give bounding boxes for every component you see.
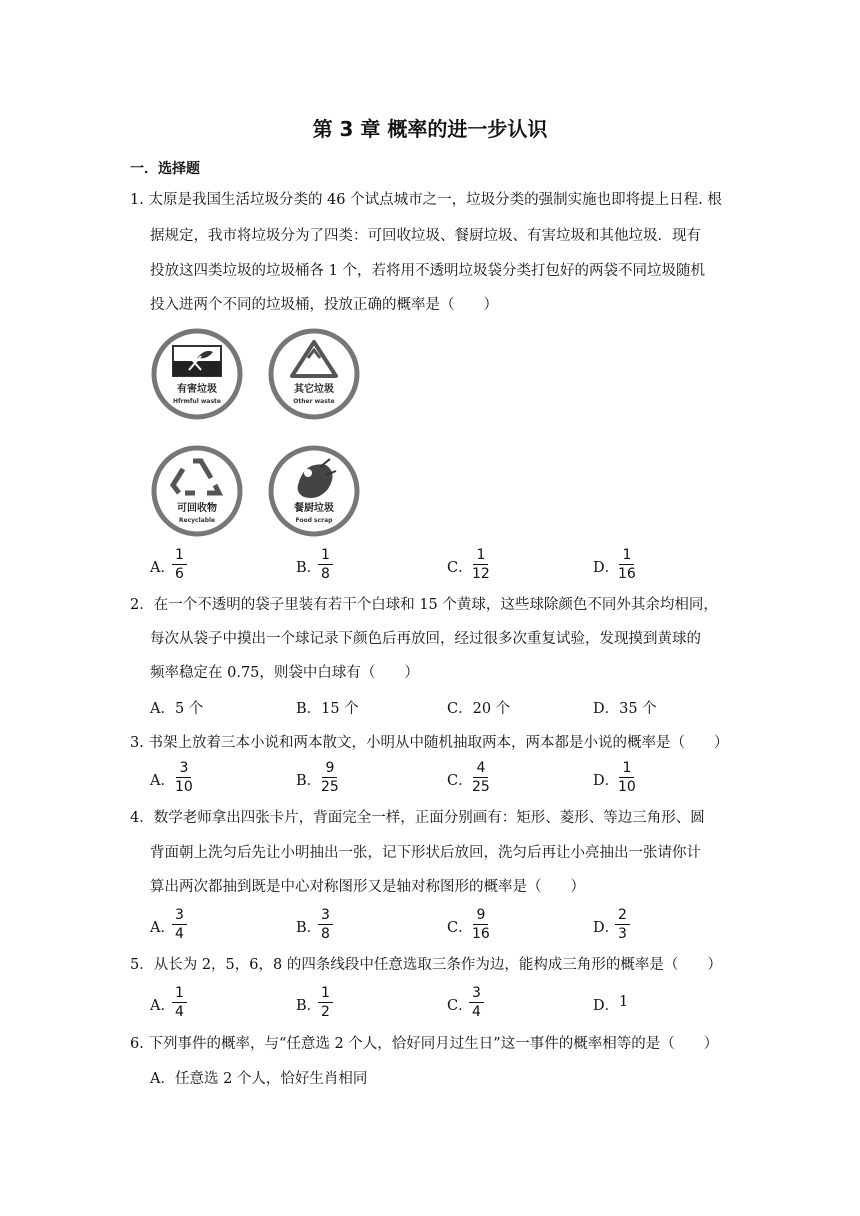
question-text-line: 背面朝上洗匀后先让小明抽出一张，记下形状后放回，洗匀后再让小亮抽出一张请你计 bbox=[150, 845, 701, 861]
option-c-label: C． bbox=[447, 773, 473, 789]
logo-en-label: Hfrmful waste bbox=[173, 398, 221, 405]
option-b-label: B． bbox=[296, 560, 322, 576]
denominator: 2 bbox=[321, 1004, 330, 1020]
option-c-fraction bbox=[469, 547, 493, 582]
option-a-label: A． bbox=[150, 998, 175, 1014]
denominator: 4 bbox=[175, 926, 184, 942]
denominator: 6 bbox=[175, 566, 184, 582]
option-a-fraction bbox=[172, 760, 196, 795]
numerator: 1 bbox=[172, 547, 187, 565]
food-scrap-icon bbox=[268, 445, 360, 537]
hazardous-waste-icon bbox=[151, 328, 243, 420]
question-text-line: 每次从袋子中摸出一个球记录下颜色后再放回，经过很多次重复试验，发现摸到黄球的 bbox=[150, 631, 701, 647]
logo-en-label: Recyclable bbox=[178, 517, 216, 524]
option-a-label: A． bbox=[150, 920, 175, 936]
question-text-line: 6. 下列事件的概率，与“任意选 2 个人，恰好同月过生日”这一事件的概率相等的是（ ） bbox=[130, 1036, 719, 1052]
option-d-value: 1 bbox=[619, 994, 629, 1010]
question-text-line: 3. 书架上放着三本小说和两本散文，小明从中随机抽取两本，两本都是小说的概率是（ ） bbox=[130, 735, 729, 751]
option-a-label: A． bbox=[150, 773, 175, 789]
denominator: 10 bbox=[618, 779, 636, 795]
option-d-label: D． bbox=[593, 773, 620, 789]
question-text-line: 算出两次都抽到既是中心对称图形又是轴对称图形的概率是（ ） bbox=[150, 879, 585, 895]
numerator: 1 bbox=[318, 985, 333, 1003]
denominator: 8 bbox=[321, 926, 330, 942]
numerator: 9 bbox=[473, 907, 488, 925]
numerator: 3 bbox=[172, 907, 187, 925]
numerator: 9 bbox=[322, 760, 337, 778]
numerator: 2 bbox=[615, 907, 630, 925]
option-c: C．20 个 bbox=[447, 701, 511, 717]
question-text-line: 5．从长为 2，5，6，8 的四条线段中任意选取三条作为边，能构成三角形的概率是（ ） bbox=[130, 957, 722, 973]
option-b-fraction bbox=[318, 760, 342, 795]
option-d: D．35 个 bbox=[593, 701, 657, 717]
option-c-label: C． bbox=[447, 560, 473, 576]
other-waste-icon bbox=[268, 328, 360, 420]
question-text-line: 投放这四类垃圾的垃圾桶各 1 个，若将用不透明垃圾袋分类打包好的两袋不同垃圾随机 bbox=[150, 263, 705, 279]
option-d-label: D． bbox=[593, 920, 620, 936]
option-d-fraction bbox=[615, 547, 639, 582]
option-b-fraction bbox=[318, 907, 333, 942]
denominator: 4 bbox=[175, 1004, 184, 1020]
option-b-fraction bbox=[318, 985, 333, 1020]
logo-cn-label: 餐厨垃圾 bbox=[294, 503, 334, 514]
logo-en-label: Food scrap bbox=[295, 517, 333, 524]
page-title: 第 3 章 概率的进一步认识 bbox=[312, 117, 548, 141]
option-b-fraction bbox=[318, 547, 333, 582]
numerator: 4 bbox=[473, 760, 488, 778]
logo-en-label: Other waste bbox=[293, 398, 335, 405]
question-text-line: 频率稳定在 0.75，则袋中白球有（ ） bbox=[150, 665, 419, 681]
denominator: 8 bbox=[321, 566, 330, 582]
denominator: 25 bbox=[472, 779, 490, 795]
question-text-line: 据规定，我市将垃圾分为了四类：可回收垃圾、餐厨垃圾、有害垃圾和其他垃圾．现有 bbox=[150, 228, 701, 244]
option-d-label: D． bbox=[593, 560, 620, 576]
option-a: A．5 个 bbox=[150, 701, 204, 717]
numerator: 1 bbox=[619, 760, 634, 778]
numerator: 1 bbox=[318, 547, 333, 565]
option-c-label: C． bbox=[447, 998, 473, 1014]
option-a-fraction bbox=[172, 907, 187, 942]
logo-cn-label: 其它垃圾 bbox=[294, 384, 334, 395]
question-text-line: 4．数学老师拿出四张卡片，背面完全一样，正面分别画有：矩形、菱形、等边三角形、圆 bbox=[130, 810, 705, 826]
numerator: 1 bbox=[619, 547, 634, 565]
numerator: 1 bbox=[172, 985, 187, 1003]
option-c-label: C． bbox=[447, 920, 473, 936]
numerator: 3 bbox=[469, 985, 484, 1003]
denominator: 16 bbox=[472, 926, 490, 942]
option-d-fraction bbox=[615, 907, 630, 942]
logo-cn-label: 有害垃圾 bbox=[177, 384, 217, 395]
option-b-label: B． bbox=[296, 773, 322, 789]
numerator: 3 bbox=[318, 907, 333, 925]
question-text-line: 投入进两个不同的垃圾桶，投放正确的概率是（ ） bbox=[150, 297, 498, 313]
question-text-line: 2．在一个不透明的袋子里装有若干个白球和 15 个黄球，这些球除颜色不同外其余均相同， bbox=[130, 597, 718, 613]
option-d-label: D． bbox=[593, 998, 620, 1014]
option-b-label: B． bbox=[296, 998, 322, 1014]
logo-cn-label: 可回收物 bbox=[177, 503, 217, 514]
numerator: 1 bbox=[473, 547, 488, 565]
option-d-fraction bbox=[615, 760, 639, 795]
question-text-line: 1. 太原是我国生活垃圾分类的 46 个试点城市之一，垃圾分类的强制实施也即将提上日程. 根 bbox=[130, 192, 722, 208]
denominator: 3 bbox=[618, 926, 627, 942]
option-c-fraction bbox=[469, 907, 493, 942]
option-a: A．任意选 2 个人，恰好生肖相同 bbox=[150, 1071, 368, 1087]
denominator: 16 bbox=[618, 566, 636, 582]
denominator: 12 bbox=[472, 566, 490, 582]
denominator: 25 bbox=[321, 779, 339, 795]
option-a-fraction bbox=[172, 985, 187, 1020]
numerator: 3 bbox=[176, 760, 191, 778]
denominator: 4 bbox=[472, 1004, 481, 1020]
option-c-fraction bbox=[469, 760, 493, 795]
option-a-fraction bbox=[172, 547, 187, 582]
option-a-label: A． bbox=[150, 560, 175, 576]
denominator: 10 bbox=[175, 779, 193, 795]
section-heading: 一．选择题 bbox=[130, 161, 200, 177]
recyclable-icon bbox=[151, 445, 243, 537]
option-c-fraction bbox=[469, 985, 484, 1020]
option-b: B．15 个 bbox=[296, 701, 359, 717]
option-b-label: B． bbox=[296, 920, 322, 936]
